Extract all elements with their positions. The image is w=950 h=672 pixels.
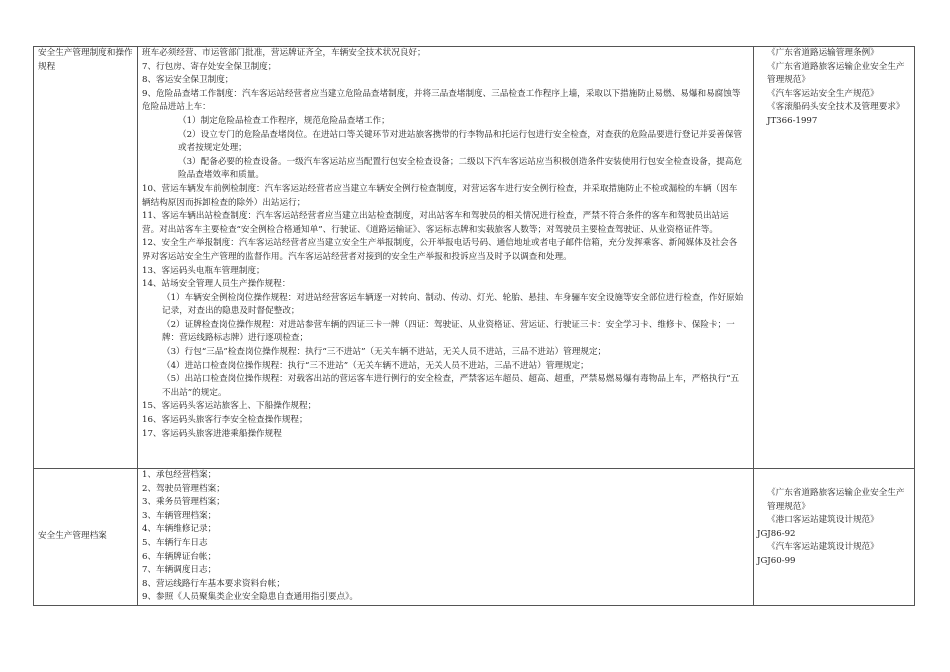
- reference-item: 《客滚船码头安全技术及管理要求》JT366-1997: [767, 102, 905, 126]
- reference-item: 《广东省道路运输管理条例》: [767, 48, 879, 58]
- content-line: 7、行包房、寄存处安全保卫制度；: [142, 61, 277, 72]
- content-cell: [138, 469, 754, 606]
- content-line: 2、驾驶员管理档案；: [142, 483, 225, 494]
- content-line: 16、客运码头旅客行李安全检查操作规程；: [142, 415, 308, 426]
- reference-item: 《广东省道路旅客运输企业安全生产管理规范》: [767, 488, 905, 512]
- content-line: （1）车辆安全例检岗位操作规程：对进站经营客运车辆逐一对转向、制动、传动、灯光、轮胎、悬挂、车身骊车安全设施等安全部位进行检查，作好原始记录，对查出的隐患及时督促整改；: [162, 292, 744, 317]
- reference-item: JGJ86-92: [757, 528, 796, 539]
- reference-list: [754, 47, 914, 129]
- content-line: 8、客运安全保卫制度；: [142, 75, 234, 86]
- reference-item: 《汽车客运站建筑设计规范》: [767, 542, 879, 553]
- content-line: 11、客运车辆出站检查制度：汽车客运站经营者应当建立出站检查制度，对出站客车和驾驶员的相关情况进行检查，严禁不符合条件的客车和驾驶员出站运营。对出站客车主要检查“安全例检合格通知单”、行驶证、《道路运输证》、客运标志牌和实载旅客人数等；对驾驶员主要检查驾驶证、从业资格证件等。: [142, 211, 729, 235]
- content-line: 5、车辆行车日志: [142, 537, 208, 548]
- content-cell: [138, 47, 754, 469]
- content-line: 8、营运线路行车基本要求资料台帐；: [142, 578, 285, 589]
- content-line: 13、客运码头电瓶车管理制度；: [142, 265, 265, 276]
- reference-cell: [754, 47, 915, 469]
- content-line: 4、车辆维修记录；: [142, 524, 217, 535]
- content-line: 9、参照《人员聚集类企业安全隐患自查通用指引要点》。: [142, 592, 359, 603]
- content-list: [138, 469, 753, 605]
- reference-list: [754, 469, 914, 569]
- content-line: 3、乘务员管理档案；: [142, 497, 225, 508]
- reference-item: 《港口客运站建筑设计规范》: [767, 515, 879, 526]
- content-list: [138, 47, 753, 468]
- content-line: 17、客运码头旅客进港乘船操作规程: [142, 428, 282, 439]
- category-cell: [34, 469, 138, 606]
- content-line: 14、站场安全管理人员生产操作规程：: [142, 279, 291, 290]
- content-line: 12、安全生产举报制度：汽车客运站经营者应当建立安全生产举报制度，公开举报电话号码、通信地址或者电子邮件信箱，充分发挥乘客、新闻媒体及社会各界对客运站安全生产管理的监督作用。汽车客运站经营者对接到的安全生产举报和投诉应当及时予以调查和处理。: [142, 238, 738, 262]
- reference-item: 《广东省道路旅客运输企业安全生产管理规范》: [767, 61, 905, 86]
- table-row-archives: [34, 469, 915, 606]
- safety-management-table: [33, 46, 915, 606]
- content-line: 1、承包经营档案；: [142, 470, 217, 480]
- table-row-rules: [34, 47, 915, 469]
- content-line: （2）设立专门的危险品查堵岗位。在进站口等关键环节对进站旅客携带的行李物品和托运行包进行安全检查，对查获的危险品要进行登记并妥善保管或者按规定处理；: [178, 129, 743, 154]
- category-cell: [34, 47, 138, 469]
- reference-item: 《汽车客运站安全生产规范》: [767, 88, 879, 99]
- content-line: 6、车辆牌证台帐；: [142, 551, 217, 562]
- content-line: （3）配备必要的检查设备。一级汽车客运站应当配置行包安全检查设备；二级以下汽车客运站应当积极创造条件安装使用行包安全检查设备，提高危险品查堵效率和质量。: [178, 156, 743, 181]
- content-line: （4）进站口检查岗位操作规程：执行“三不进站”（无关车辆不进站，无关人员不进站，三品不进站）管理规定；: [162, 360, 589, 371]
- reference-item: JGJ60-99: [757, 555, 796, 566]
- content-line: （2）证牌检查岗位操作规程：对进站参营车辆的四证三卡一牌（四证：驾驶证、从业资格证、营运证、行驶证三卡：安全学习卡、维修卡、保险卡；一牌：营运线路标志牌）进行逐项检查；: [162, 319, 735, 344]
- content-line: （3）行包“三品”检查岗位操作规程：执行“三不进站”（无关车辆不进站，无关人员不进站，三品不进站）管理规定；: [162, 347, 607, 358]
- category-label: 安全生产管理档案: [38, 531, 107, 542]
- content-line: 班车必须经营、市运管部门批准，营运牌证齐全，车辆安全技术状况良好；: [142, 48, 426, 58]
- content-line: 7、车辆调度日志；: [142, 565, 217, 576]
- content-line: 10、营运车辆发车前例检制度：汽车客运站经营者应当建立车辆安全例行检查制度，对营运客车进行安全例行检查，并采取措施防止不检或漏检的车辆（因车辆结构原因而拆卸检查的除外）出站运行；: [142, 183, 738, 208]
- content-line: 3、车辆管理档案；: [142, 510, 217, 521]
- content-line: （5）出站口检查岗位操作规程：对载客出站的营运客车进行例行的安全检查，严禁客运车超员、超高、超重，严禁易燃易爆有毒物品上车，严格执行“五不出站”的规定。: [162, 374, 740, 398]
- reference-cell: [754, 469, 915, 606]
- content-line: 9、危险品查堵工作制度：汽车客运站经营者应当建立危险品查堵制度，并将三品查堵制度、三品检查工作程序上墙，采取以下措施防止易燃、易爆和易腐蚀等危险品进站上车：: [142, 88, 741, 113]
- content-line: （1）制定危险品检查工作程序，规范危险品查堵工作；: [178, 115, 390, 126]
- category-label: 安全生产管理制度和操作规程: [38, 48, 133, 72]
- content-line: 15、客运码头客运站旅客上、下船操作规程；: [142, 401, 317, 412]
